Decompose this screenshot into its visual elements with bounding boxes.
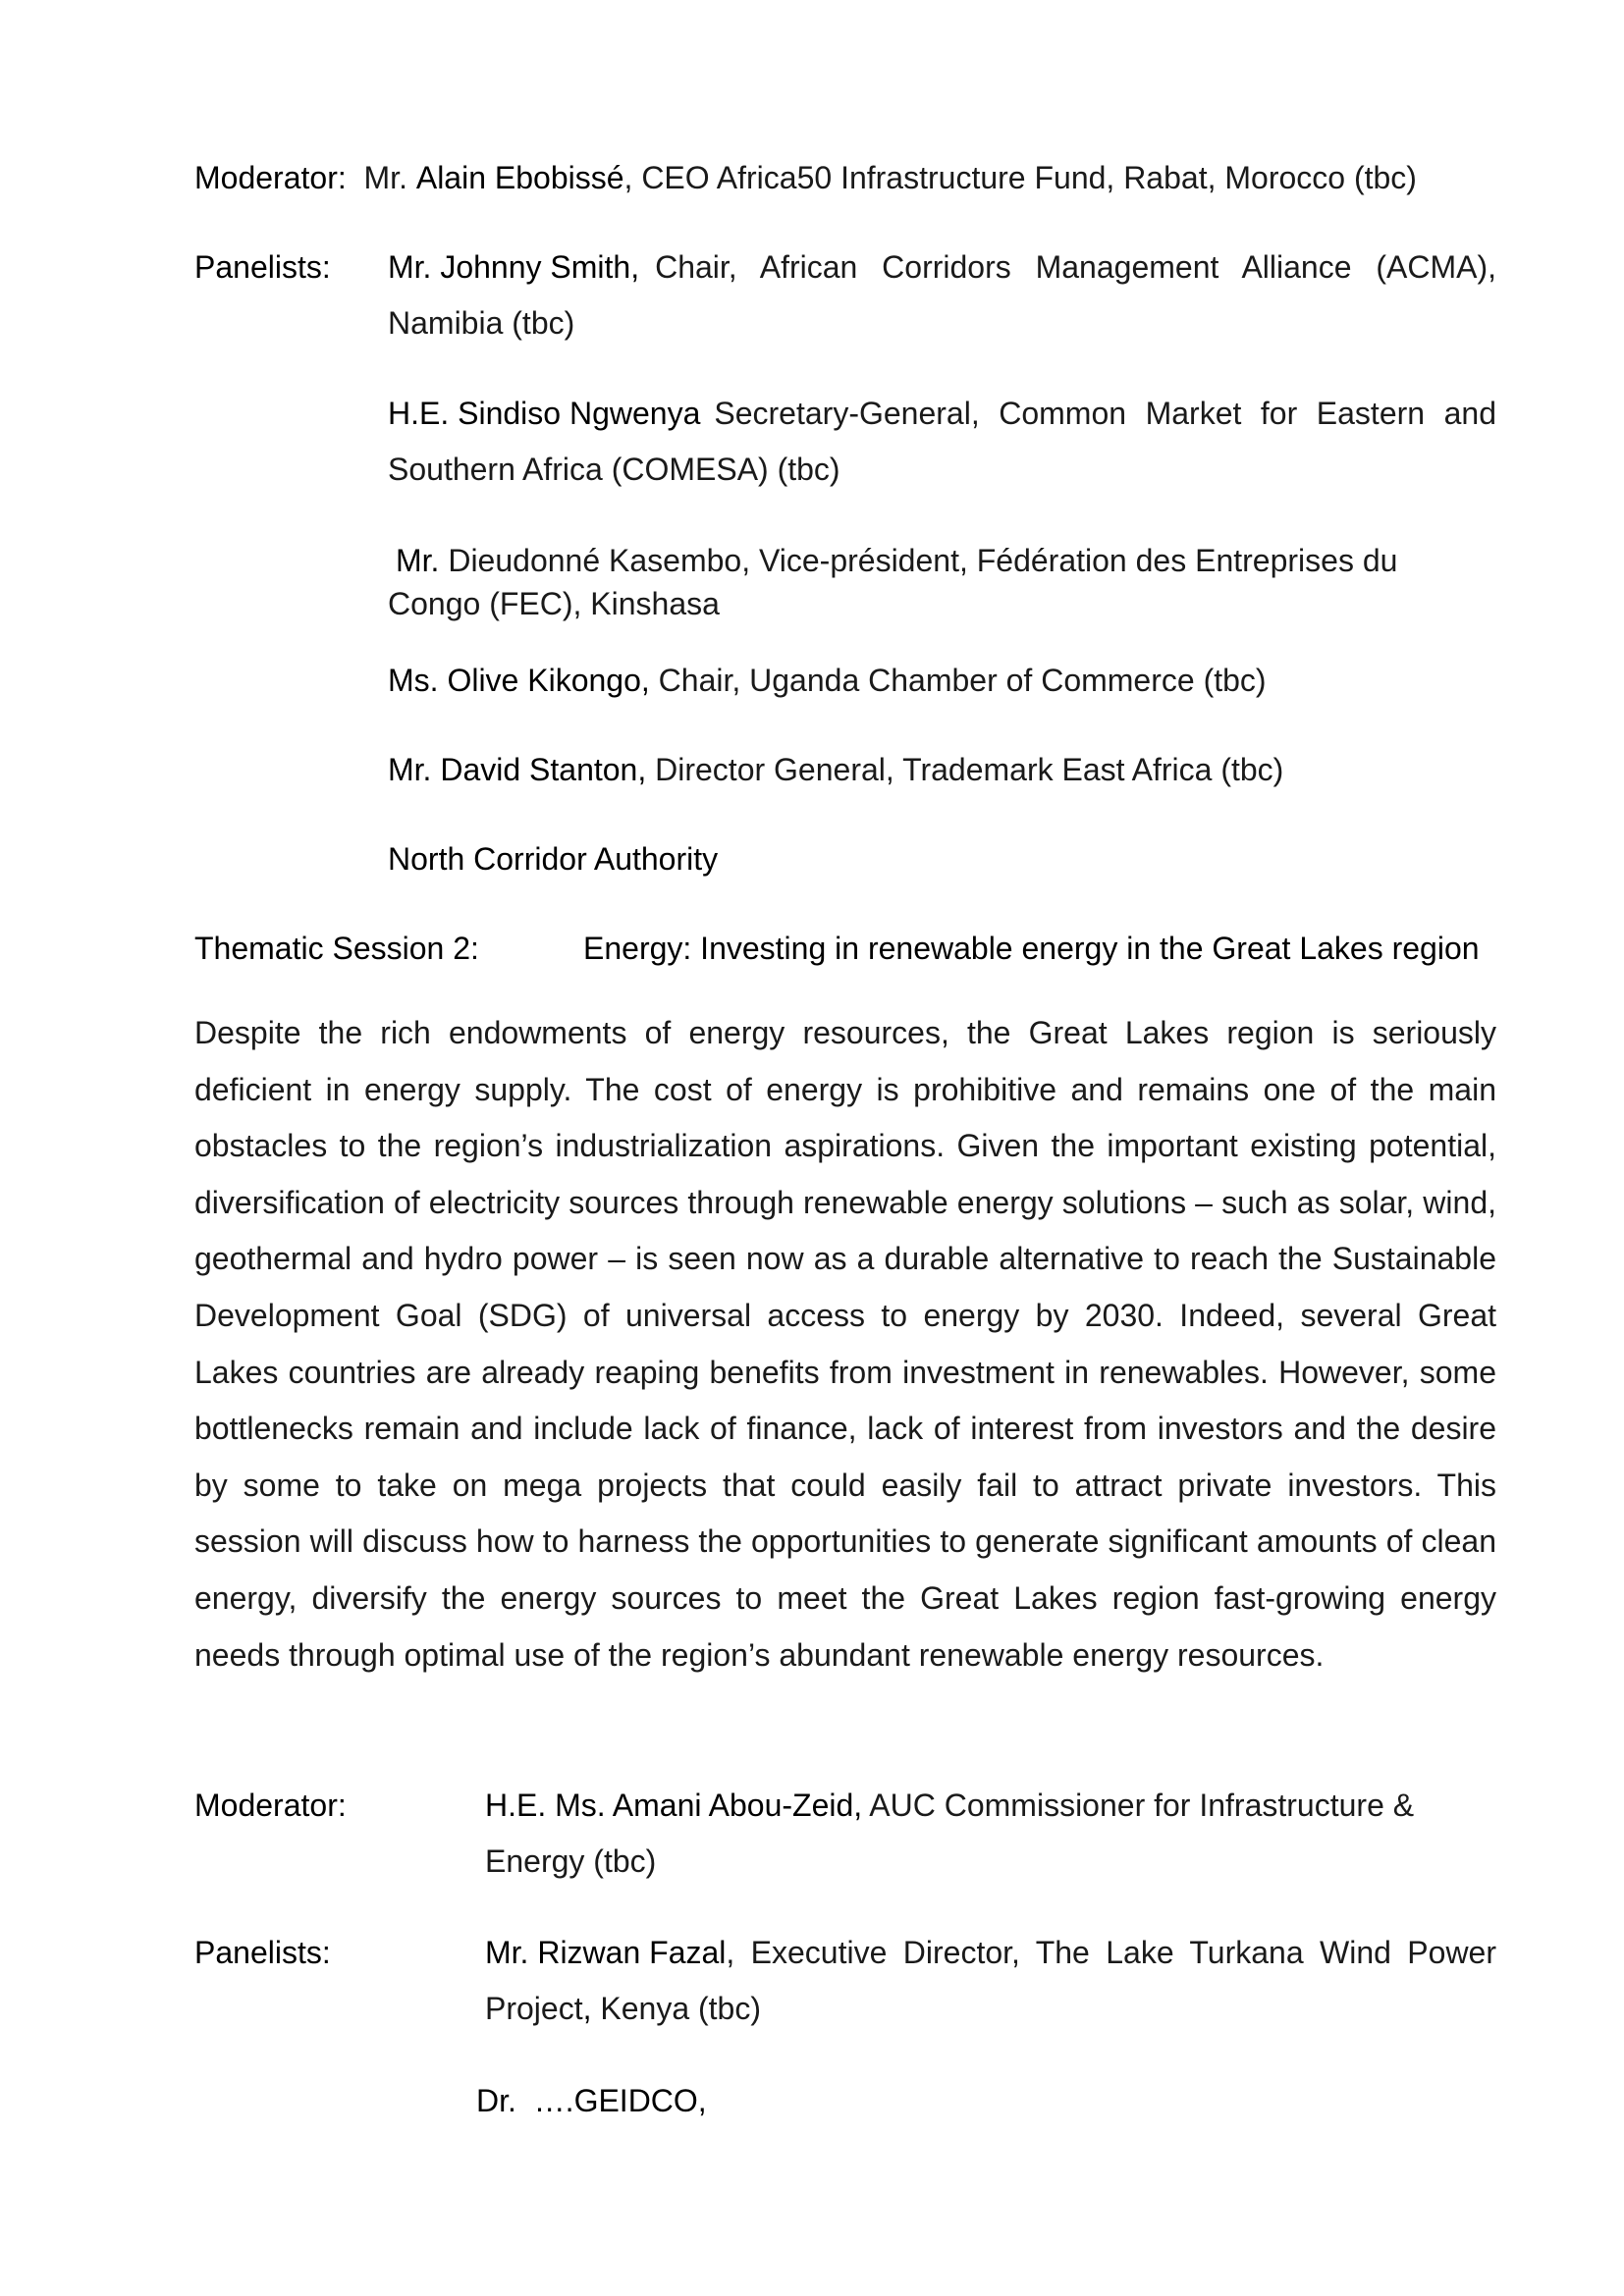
session1-panelist-6-name: North Corridor Authority xyxy=(388,841,719,877)
session2-panelist-1-line2 xyxy=(485,1981,1496,2037)
session2-panelist-1-role-line1: , Executive Director, The Lake Turkana Wind Power xyxy=(726,1935,1496,1970)
session1-panelist-1-name: Mr. Johnny Smith, xyxy=(388,249,640,285)
session1-moderator-label: Moderator xyxy=(194,160,338,195)
session2-panelist-1-line1 xyxy=(485,1925,1496,1981)
session1-panelist-1-role-line1: Chair, African Corridors Management Alliance (ACMA), xyxy=(655,249,1496,285)
session2-moderator-role-line1: AUC Commissioner for Infrastructure & xyxy=(869,1788,1415,1823)
session1-moderator-title: Mr. xyxy=(363,160,407,195)
session1-panelist-2-line1 xyxy=(388,386,1496,442)
session2-moderator-role-line2: Energy (tbc) xyxy=(485,1843,657,1879)
session2-moderator-label: Moderator: xyxy=(194,1788,347,1823)
session1-panelist-6 xyxy=(388,831,718,887)
session1-panelist-1 xyxy=(388,240,1496,351)
session1-panelist-3-name: Mr. xyxy=(396,543,440,578)
session2-panelists-label: Panelists: xyxy=(194,1935,331,1970)
session1-panelists-label: Panelists: xyxy=(194,249,331,285)
session1-panelist-4-role: Chair, Uganda Chamber of Commerce (tbc) xyxy=(658,663,1267,698)
session1-panelist-2 xyxy=(388,386,1496,498)
session1-panelist-3 xyxy=(388,539,1398,625)
session2-panelist-2 xyxy=(476,2073,707,2129)
session1-panelist-4 xyxy=(388,653,1267,709)
session1-moderator-line xyxy=(194,150,1417,206)
session2-panelist-1-role-line2b: , xyxy=(582,1991,592,2026)
session1-panelist-2-role-line1: Secretary-General, Common Market for Eastern and xyxy=(714,396,1496,431)
session1-moderator-colon: : xyxy=(337,160,347,195)
session2-panelist-1 xyxy=(485,1925,1496,2037)
session2-moderator-line1 xyxy=(485,1778,1414,1834)
session2-moderator-name: H.E. Ms. Amani Abou-Zeid, xyxy=(485,1788,863,1823)
session2-moderator xyxy=(485,1778,1414,1890)
session1-panelist-1-role-line2: Namibia (tbc) xyxy=(388,305,575,341)
session1-panelist-2-role-line2: Southern Africa (COMESA) (tbc) xyxy=(388,452,840,487)
session1-panelist-3-line1 xyxy=(396,539,1397,582)
session1-panelist-3-role-line2: Congo (FEC), Kinshasa xyxy=(388,586,720,621)
session1-panelist-5 xyxy=(388,742,1283,798)
session1-panelist-1-line1 xyxy=(388,240,1496,295)
session2-panelist-1-role-line2a: Project xyxy=(485,1991,583,2026)
session1-moderator-role: , CEO Africa50 Infrastructure Fund, Rabat, Morocco (tbc) xyxy=(623,160,1417,195)
session2-panelist-2-name: Dr. ….GEIDCO, xyxy=(476,2083,707,2118)
session1-panelist-5-name: Mr. David Stanton, xyxy=(388,752,647,787)
session1-panelist-3-role-line1: Dieudonné Kasembo, Vice-président, Fédération des Entreprises du xyxy=(448,543,1398,578)
session2-description: Despite the rich endowments of energy resources, the Great Lakes region is seriously deficient in energy supply. The cost of energy is prohibitive and remains one of the main obstacles to the region’s industrialization aspirations. Given the important existing potential, diversification of electricity sources through renewable energy solutions – such as solar, wind, geothermal and hydro power – is seen now as a durable alternative to reach the Sustainable Development Goal (SDG) of universal access to energy by 2030. Indeed, several Great Lakes countries are already reaping benefits from investment in renewables. However, some bottlenecks remain and include lack of finance, lack of interest from investors and the desire by some to take on mega projects that could easily fail to attract private investors. This session will discuss how to harness the opportunities to generate significant amounts of clean energy, diversify the energy sources to meet the Great Lakes region fast-growing energy needs through optimal use of the region’s abundant renewable energy resources. xyxy=(194,1015,1496,1673)
session2-title: Energy: Investing in renewable energy in the Great Lakes region xyxy=(583,931,1480,966)
session1-moderator-name: Alain Ebobissé xyxy=(415,160,624,195)
session1-panelist-5-role: Director General, Trademark East Africa (tbc) xyxy=(655,752,1284,787)
session2-label: Thematic Session 2: xyxy=(194,931,479,966)
session1-panelist-4-name: Ms. Olive Kikongo, xyxy=(388,663,650,698)
session1-panelist-2-name: H.E. Sindiso Ngwenya xyxy=(388,396,701,431)
session2-panelist-1-name: Mr. Rizwan Fazal xyxy=(485,1935,727,1970)
session2-panelist-1-role-line2c: Kenya (tbc) xyxy=(591,1991,761,2026)
